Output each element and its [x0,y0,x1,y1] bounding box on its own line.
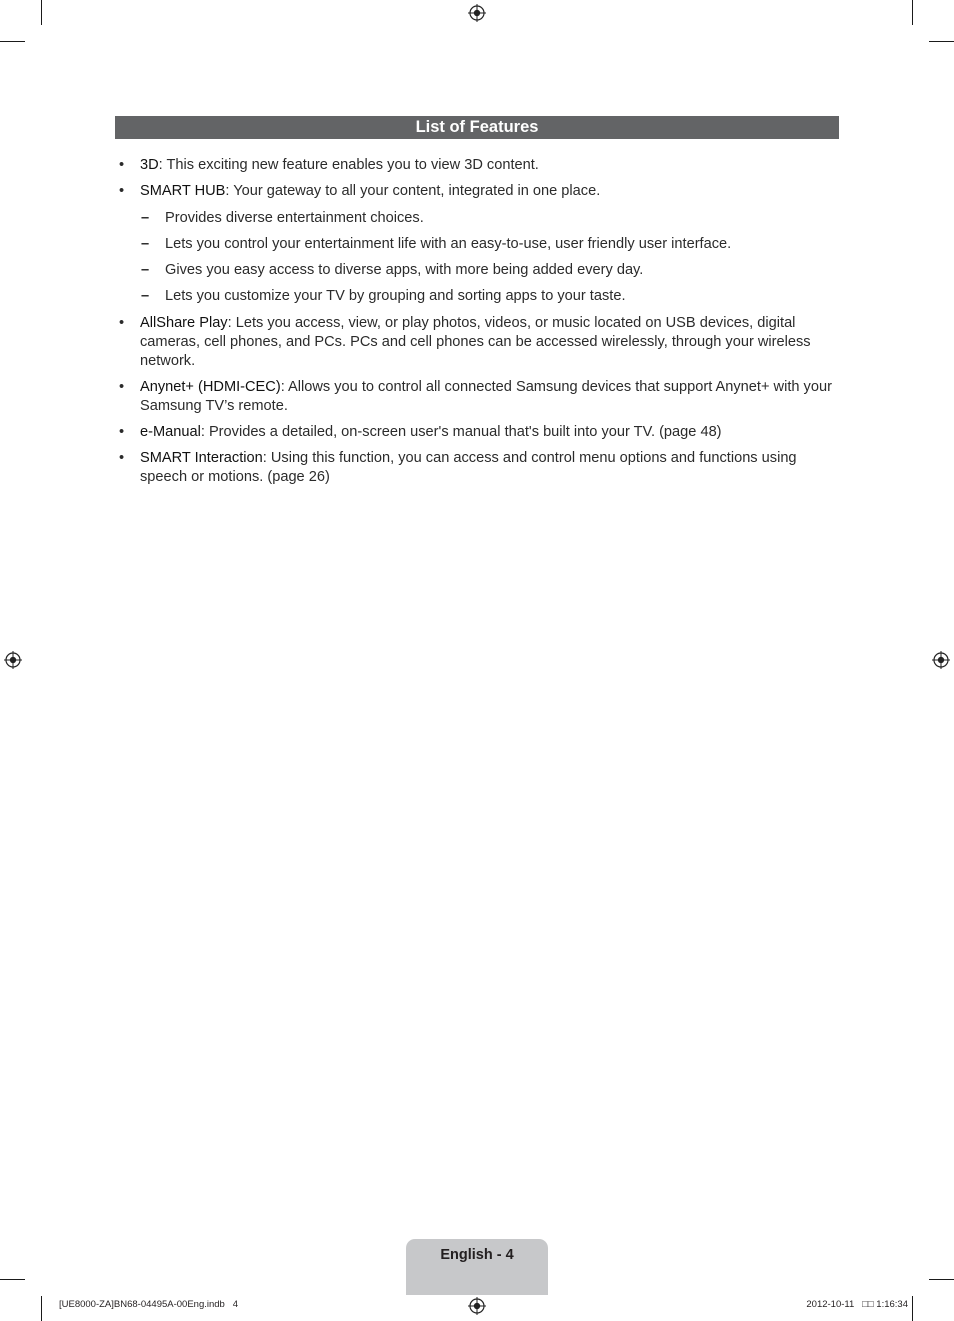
bullet: • [119,315,125,331]
feature-description: : Using this function, you can access and control menu options and functions using speech or motions. (page 26) [140,450,797,485]
feature-item-allshare-play [140,314,834,371]
bullet: • [119,379,125,395]
file-slug: [UE8000-ZA]BN68-04495A-00Eng.indb 4 [59,1299,239,1310]
dash: – [141,236,150,252]
feature-item-e-manual [140,423,834,442]
feature-description: : Allows you to control all connected Samsung devices that support Anynet+ with your Samsung TV’s remote. [140,379,832,414]
crop-mark [912,0,913,25]
crop-mark [41,1296,42,1321]
feature-term: e-Manual [140,424,201,440]
feature-term: SMART Interaction [140,450,263,466]
smart-hub-subitem: Provides diverse entertainment choices. [165,210,424,226]
print-timestamp: 2012-10-11 □□ 1:16:34 [806,1299,908,1310]
feature-item-smart-interaction [140,449,834,487]
feature-description: : This exciting new feature enables you to view 3D content. [158,157,539,173]
crop-mark [0,1279,25,1280]
feature-description: : Provides a detailed, on-screen user's manual that's built into your TV. (page 48) [200,424,722,440]
crop-mark [912,1296,913,1321]
smart-hub-subitem: Gives you easy access to diverse apps, with more being added every day. [165,262,644,278]
feature-term: 3D [140,157,159,173]
feature-term: SMART HUB [140,183,226,199]
dash: – [141,262,150,278]
bullet: • [119,450,125,466]
feature-term: AllShare Play [140,315,228,331]
smart-hub-subitem: Lets you customize your TV by grouping and sorting apps to your taste. [165,288,626,304]
dash: – [141,288,150,304]
crop-mark [0,41,25,42]
bullet: • [119,183,125,199]
feature-term: Anynet+ (HDMI-CEC) [140,379,281,395]
crop-mark [929,41,954,42]
bullet: • [119,424,125,440]
registration-mark-icon [4,651,22,669]
feature-item-smart-hub [140,182,834,201]
feature-description: : Your gateway to all your content, integrated in one place. [225,183,601,199]
registration-mark-icon [468,1297,486,1315]
crop-mark [41,0,42,25]
smart-hub-subitem: Lets you control your entertainment life with an easy-to-use, user friendly user interface. [165,236,732,252]
registration-mark-icon [468,4,486,22]
feature-description: : Lets you access, view, or play photos, videos, or music located on USB devices, digital cameras, cell phones, and PCs. PCs and cell phones can be accessed wirelessly, through your wireless network. [140,315,811,369]
section-header: List of Features [115,116,839,139]
feature-item-anynet [140,378,834,416]
dash: – [141,210,150,226]
crop-mark [929,1279,954,1280]
page-number: English - 4 [440,1247,514,1263]
registration-mark-icon [932,651,950,669]
feature-item-3d [140,156,834,175]
bullet: • [119,157,125,173]
